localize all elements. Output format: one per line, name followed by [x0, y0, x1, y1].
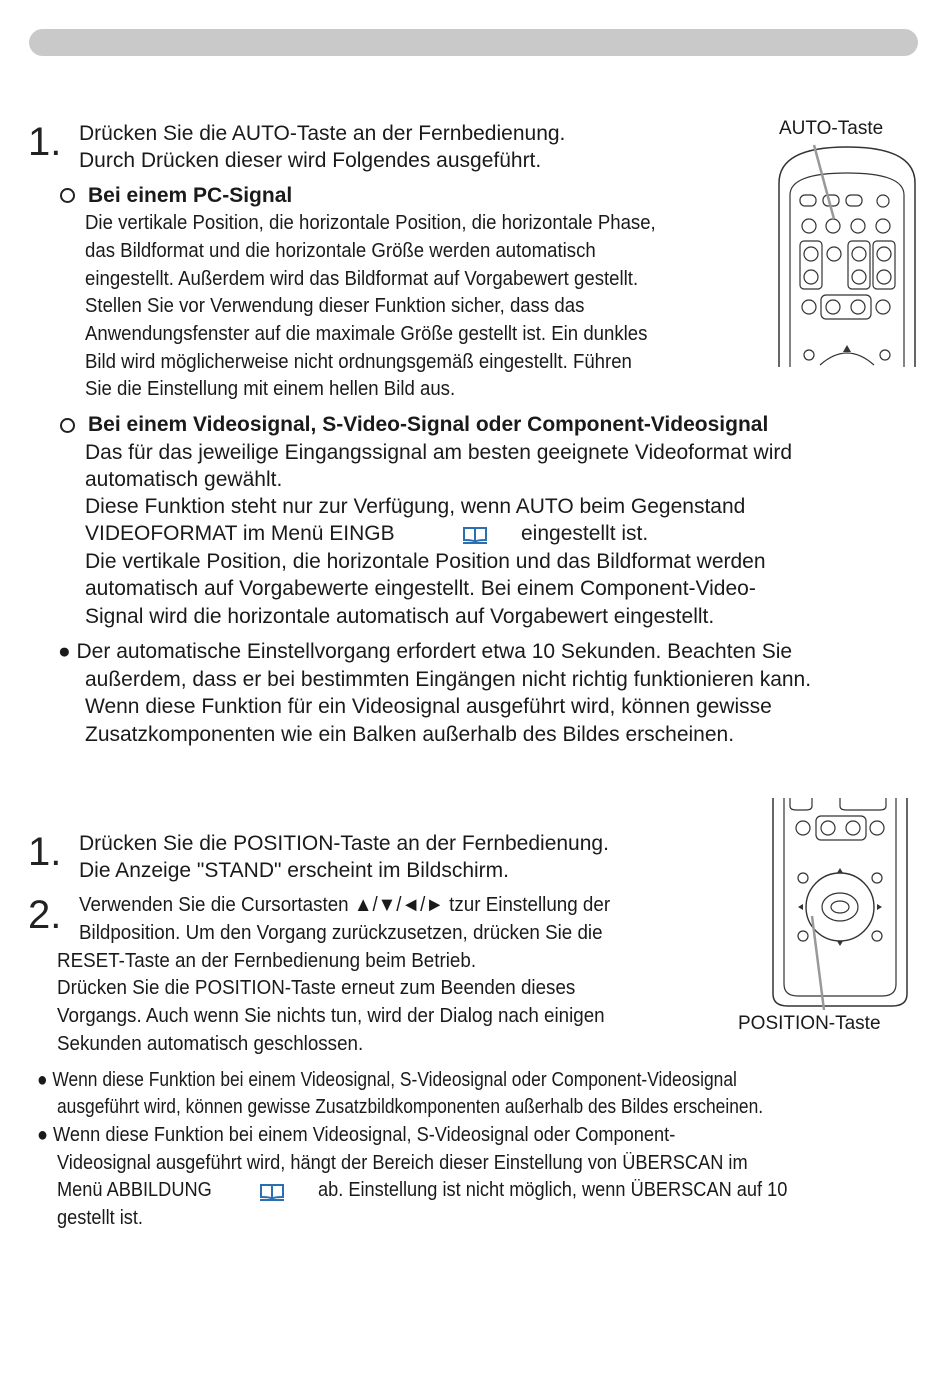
bullet-ring-icon: [60, 418, 75, 433]
step-text: Durch Drücken dieser wird Folgendes ausgeführt.: [79, 149, 542, 172]
step-text: Drücken Sie die POSITION-Taste an der Fernbedienung.: [79, 832, 609, 855]
paragraph-line: automatisch auf Vorgabewerte eingestellt. Bei einem Component-Video-: [85, 577, 756, 600]
remote-caption: POSITION-Taste: [738, 1013, 881, 1034]
step-text: Drücken Sie die AUTO-Taste an der Fernbedienung.: [79, 122, 566, 145]
paragraph-line: Stellen Sie vor Verwendung dieser Funktion sicher, dass das: [85, 295, 585, 317]
paragraph-line: Sie die Einstellung mit einem hellen Bild aus.: [85, 378, 456, 400]
paragraph-line: eingestellt ist.: [521, 522, 649, 545]
paragraph-line: Die vertikale Position, die horizontale Position, die horizontale Phase,: [85, 212, 656, 234]
bullet-ring-icon: [60, 188, 75, 203]
paragraph-line: Die vertikale Position, die horizontale Position und das Bildformat werden: [85, 550, 766, 573]
subheading-pc-signal: Bei einem PC-Signal: [88, 184, 293, 207]
remote-control-icon: [776, 143, 918, 369]
note-line: gestellt ist.: [57, 1207, 143, 1229]
note-line: Menü ABBILDUNG: [57, 1179, 212, 1201]
step-text: Drücken Sie die POSITION-Taste erneut zum Beenden dieses: [57, 977, 576, 999]
paragraph-line: Diese Funktion steht nur zur Verfügung, wenn AUTO beim Gegenstand: [85, 495, 746, 518]
paragraph-line: das Bildformat und die horizontale Größe werden automatisch: [85, 240, 596, 262]
note-line: außerdem, dass er bei bestimmten Eingängen nicht richtig funktionieren kann.: [85, 668, 812, 691]
remote-control-icon: [770, 798, 910, 1010]
paragraph-line: Bild wird möglicherweise nicht ordnungsgemäß eingestellt. Führen: [85, 351, 632, 373]
step-number: 2.: [28, 893, 62, 937]
subheading-video-signal: Bei einem Videosignal, S-Video-Signal oder Component-Videosignal: [88, 413, 769, 436]
paragraph-line: VIDEOFORMAT im Menü EINGB: [85, 522, 395, 545]
paragraph-line: Signal wird die horizontale automatisch auf Vorgabewert eingestellt.: [85, 605, 715, 628]
note-line: ● Wenn diese Funktion bei einem Videosignal, S-Videosignal oder Component-Videosignal: [37, 1069, 737, 1091]
step-number: 1.: [28, 830, 62, 874]
note-line: ● Wenn diese Funktion bei einem Videosignal, S-Videosignal oder Component-: [37, 1124, 676, 1146]
step-text: Vorgangs. Auch wenn Sie nichts tun, wird der Dialog nach einigen: [57, 1005, 605, 1027]
book-icon: [259, 1182, 285, 1202]
step-text: RESET-Taste an der Fernbedienung beim Betrieb.: [57, 950, 477, 972]
note-line: Zusatzkomponenten wie ein Balken außerhalb des Bildes erscheinen.: [85, 723, 735, 746]
note-line: ● Der automatische Einstellvorgang erfordert etwa 10 Sekunden. Beachten Sie: [58, 640, 793, 663]
note-line: Videosignal ausgeführt wird, hängt der Bereich dieser Einstellung von ÜBERSCAN im: [57, 1152, 748, 1174]
step-text: Sekunden automatisch geschlossen.: [57, 1033, 364, 1055]
step-text: Bildposition. Um den Vorgang zurückzusetzen, drücken Sie die: [79, 922, 603, 944]
note-line: Wenn diese Funktion für ein Videosignal ausgeführt wird, können gewisse: [85, 695, 772, 718]
note-line: ausgeführt wird, können gewisse Zusatzbildkomponenten außerhalb des Bildes erscheinen.: [57, 1096, 764, 1118]
book-icon: [462, 525, 488, 545]
step-number: 1.: [28, 120, 62, 164]
remote-caption: AUTO-Taste: [779, 118, 884, 139]
paragraph-line: automatisch gewählt.: [85, 468, 283, 491]
step-text: Verwenden Sie die Cursortasten ▲/▼/◄/► tzur Einstellung der: [79, 894, 611, 916]
note-line: ab. Einstellung ist nicht möglich, wenn ÜBERSCAN auf 10: [318, 1179, 788, 1201]
step-text: Die Anzeige "STAND" erscheint im Bildschirm.: [79, 859, 509, 882]
paragraph-line: eingestellt. Außerdem wird das Bildformat auf Vorgabewert gestellt.: [85, 268, 639, 290]
paragraph-line: Anwendungsfenster auf die maximale Größe gestellt ist. Ein dunkles: [85, 323, 648, 345]
header-bar: [29, 29, 918, 56]
paragraph-line: Das für das jeweilige Eingangssignal am besten geeignete Videoformat wird: [85, 441, 793, 464]
